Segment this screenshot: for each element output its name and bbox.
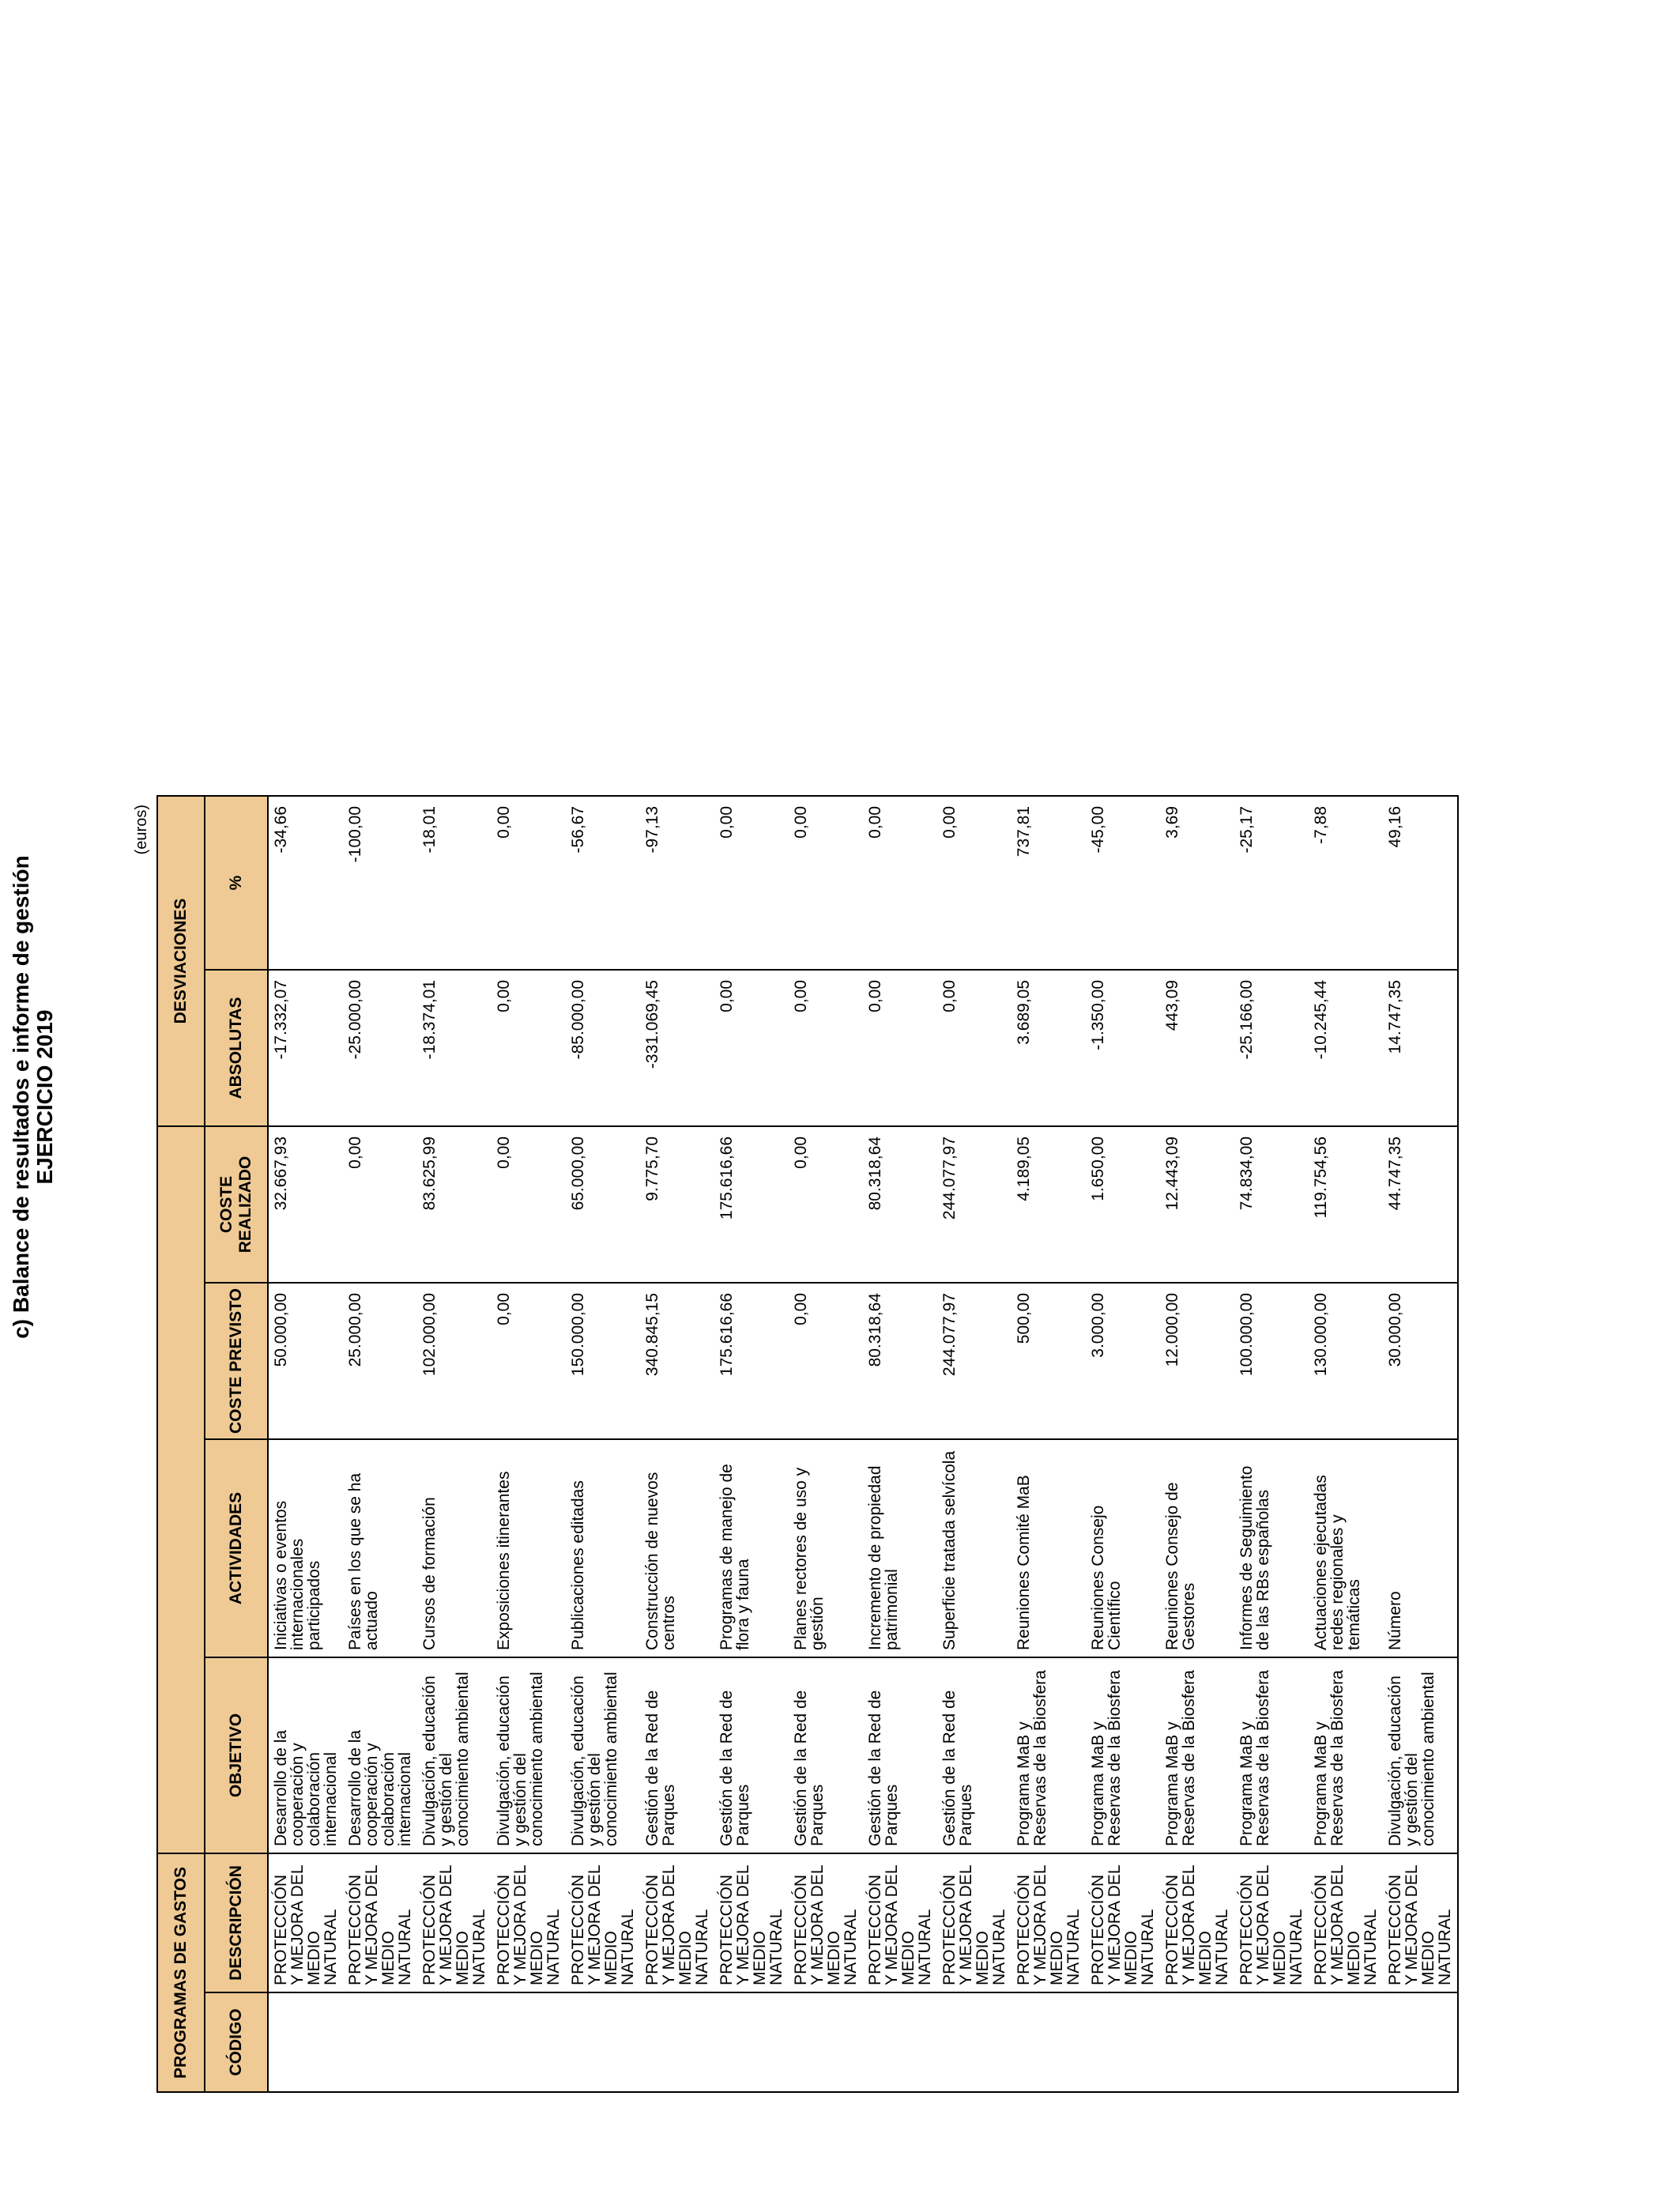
codigo-cell: [417, 1992, 492, 2092]
descripcion-cell: PROTECCIÓN Y MEJORA DEL MEDIO NATURAL: [1234, 1853, 1309, 1992]
coste-realizado-cell: 1.650,00: [1086, 1126, 1160, 1283]
objetivo-cell: Desarrollo de la cooperación y colaboración internacional: [343, 1657, 417, 1853]
codigo-cell: [1160, 1992, 1234, 2092]
actividad-cell: Reuniones Consejo de Gestores: [1160, 1439, 1234, 1657]
table-row: [1086, 796, 1160, 2092]
coste-previsto-cell: 175.616,66: [714, 1283, 789, 1439]
objetivo-cell: Programa MaB y Reservas de la Biosfera: [1160, 1657, 1234, 1853]
coste-realizado-cell: 0,00: [343, 1126, 417, 1283]
codigo-cell: [863, 1992, 937, 2092]
desviacion-porcentaje-cell: -25,17: [1234, 796, 1309, 970]
desviacion-porcentaje-cell: -18,01: [417, 796, 492, 970]
objetivo-cell: Gestión de la Red de Parques: [863, 1657, 937, 1853]
header-porcentaje: %: [205, 796, 268, 970]
table-row: [714, 796, 789, 2092]
desviacion-absoluta-cell: 0,00: [714, 970, 789, 1126]
desviacion-porcentaje-cell: 0,00: [937, 796, 1011, 970]
actividad-cell: Superficie tratada selvícola: [937, 1439, 1011, 1657]
objetivo-cell: Gestión de la Red de Parques: [789, 1657, 863, 1853]
actividad-cell: Construcción de nuevos centros: [640, 1439, 714, 1657]
descripcion-cell: PROTECCIÓN Y MEJORA DEL MEDIO NATURAL: [789, 1853, 863, 1992]
descripcion-cell: PROTECCIÓN Y MEJORA DEL MEDIO NATURAL: [1309, 1853, 1383, 1992]
actividad-cell: Número: [1383, 1439, 1458, 1657]
table-row: [1309, 796, 1383, 2092]
table-row: [789, 796, 863, 2092]
desviacion-porcentaje-cell: 0,00: [789, 796, 863, 970]
coste-realizado-cell: 65.000,00: [566, 1126, 640, 1283]
desviacion-absoluta-cell: 0,00: [492, 970, 566, 1126]
actividad-cell: Exposiciones itinerantes: [492, 1439, 566, 1657]
coste-realizado-cell: 9.775,70: [640, 1126, 714, 1283]
coste-previsto-cell: 500,00: [1011, 1283, 1086, 1439]
desviacion-absoluta-cell: 0,00: [937, 970, 1011, 1126]
coste-previsto-cell: 100.000,00: [1234, 1283, 1309, 1439]
coste-realizado-cell: 244.077,97: [937, 1126, 1011, 1283]
desviacion-absoluta-cell: -17.332,07: [268, 970, 343, 1126]
coste-previsto-cell: 25.000,00: [343, 1283, 417, 1439]
desviacion-absoluta-cell: -1.350,00: [1086, 970, 1160, 1126]
coste-previsto-cell: 80.318,64: [863, 1283, 937, 1439]
coste-previsto-cell: 150.000,00: [566, 1283, 640, 1439]
objetivo-cell: Divulgación, educación y gestión del conocimiento ambiental: [1383, 1657, 1458, 1853]
coste-realizado-cell: 32.667,93: [268, 1126, 343, 1283]
header-actividades: ACTIVIDADES: [205, 1439, 268, 1657]
descripcion-cell: PROTECCIÓN Y MEJORA DEL MEDIO NATURAL: [1383, 1853, 1458, 1992]
coste-realizado-cell: 4.189,05: [1011, 1126, 1086, 1283]
header-blank: [157, 1126, 205, 1853]
desviacion-porcentaje-cell: 49,16: [1383, 796, 1458, 970]
desviacion-absoluta-cell: -18.374,01: [417, 970, 492, 1126]
coste-realizado-cell: 74.834,00: [1234, 1126, 1309, 1283]
table-row: [492, 796, 566, 2092]
objetivo-cell: Gestión de la Red de Parques: [640, 1657, 714, 1853]
desviacion-porcentaje-cell: 0,00: [714, 796, 789, 970]
coste-realizado-cell: 119.754,56: [1309, 1126, 1383, 1283]
desviacion-absoluta-cell: -10.245,44: [1309, 970, 1383, 1126]
codigo-cell: [1383, 1992, 1458, 2092]
coste-realizado-cell: 175.616,66: [714, 1126, 789, 1283]
desviacion-porcentaje-cell: 3,69: [1160, 796, 1234, 970]
header-group-row: [157, 796, 205, 2092]
actividad-cell: Países en los que se ha actuado: [343, 1439, 417, 1657]
objetivo-cell: Gestión de la Red de Parques: [937, 1657, 1011, 1853]
actividad-cell: Programas de manejo de flora y fauna: [714, 1439, 789, 1657]
desviacion-porcentaje-cell: -100,00: [343, 796, 417, 970]
table-row: [1160, 796, 1234, 2092]
objetivo-cell: Programa MaB y Reservas de la Biosfera: [1234, 1657, 1309, 1853]
table-row: [863, 796, 937, 2092]
table-row: [343, 796, 417, 2092]
desviacion-absoluta-cell: 0,00: [789, 970, 863, 1126]
descripcion-cell: PROTECCIÓN Y MEJORA DEL MEDIO NATURAL: [640, 1853, 714, 1992]
header-column-row: [205, 796, 268, 2092]
coste-realizado-cell: 0,00: [492, 1126, 566, 1283]
coste-previsto-cell: 0,00: [492, 1283, 566, 1439]
codigo-cell: [714, 1992, 789, 2092]
coste-realizado-cell: 83.625,99: [417, 1126, 492, 1283]
table-row: [640, 796, 714, 2092]
desviacion-porcentaje-cell: -45,00: [1086, 796, 1160, 970]
table-row: [566, 796, 640, 2092]
desviacion-porcentaje-cell: 0,00: [492, 796, 566, 970]
objetivo-cell: Desarrollo de la cooperación y colaboración internacional: [268, 1657, 343, 1853]
codigo-cell: [789, 1992, 863, 2092]
table-body: [268, 796, 1458, 2092]
coste-previsto-cell: 12.000,00: [1160, 1283, 1234, 1439]
report-title: c) Balance de resultados e informe de gestión: [9, 855, 33, 1339]
actividad-cell: Iniciativas o eventos internacionales participados: [268, 1439, 343, 1657]
descripcion-cell: PROTECCIÓN Y MEJORA DEL MEDIO NATURAL: [1160, 1853, 1234, 1992]
desviacion-absoluta-cell: -85.000,00: [566, 970, 640, 1126]
descripcion-cell: PROTECCIÓN Y MEJORA DEL MEDIO NATURAL: [566, 1853, 640, 1992]
header-coste-realizado: COSTE REALIZADO: [205, 1126, 268, 1283]
codigo-cell: [640, 1992, 714, 2092]
codigo-cell: [1309, 1992, 1383, 2092]
coste-previsto-cell: 0,00: [789, 1283, 863, 1439]
desviacion-porcentaje-cell: -56,67: [566, 796, 640, 970]
desviacion-absoluta-cell: -331.069,45: [640, 970, 714, 1126]
header-descripcion: DESCRIPCIÓN: [205, 1853, 268, 1992]
coste-realizado-cell: 0,00: [789, 1126, 863, 1283]
objetivo-cell: Divulgación, educación y gestión del conocimiento ambiental: [566, 1657, 640, 1853]
coste-realizado-cell: 80.318,64: [863, 1126, 937, 1283]
header-programas: PROGRAMAS DE GASTOS: [157, 1853, 205, 2092]
header-codigo: CÓDIGO: [205, 1992, 268, 2092]
desviacion-porcentaje-cell: -7,88: [1309, 796, 1383, 970]
coste-previsto-cell: 244.077,97: [937, 1283, 1011, 1439]
descripcion-cell: PROTECCIÓN Y MEJORA DEL MEDIO NATURAL: [492, 1853, 566, 1992]
descripcion-cell: PROTECCIÓN Y MEJORA DEL MEDIO NATURAL: [343, 1853, 417, 1992]
actividad-cell: Incremento de propiedad patrimonial: [863, 1439, 937, 1657]
report-subtitle: EJERCICIO 2019: [32, 1009, 57, 1185]
descripcion-cell: PROTECCIÓN Y MEJORA DEL MEDIO NATURAL: [863, 1853, 937, 1992]
objetivo-cell: Programa MaB y Reservas de la Biosfera: [1309, 1657, 1383, 1853]
coste-previsto-cell: 340.845,15: [640, 1283, 714, 1439]
descripcion-cell: PROTECCIÓN Y MEJORA DEL MEDIO NATURAL: [1011, 1853, 1086, 1992]
desviacion-porcentaje-cell: -97,13: [640, 796, 714, 970]
header-objetivo: OBJETIVO: [205, 1657, 268, 1853]
table-row: [268, 796, 343, 2092]
desviacion-porcentaje-cell: -34,66: [268, 796, 343, 970]
results-table: [156, 795, 1459, 2093]
objetivo-cell: Divulgación, educación y gestión del conocimiento ambiental: [492, 1657, 566, 1853]
currency-unit: (euros): [133, 805, 150, 855]
objetivo-cell: Divulgación, educación y gestión del conocimiento ambiental: [417, 1657, 492, 1853]
actividad-cell: Publicaciones editadas: [566, 1439, 640, 1657]
codigo-cell: [937, 1992, 1011, 2092]
codigo-cell: [1086, 1992, 1160, 2092]
codigo-cell: [566, 1992, 640, 2092]
desviacion-absoluta-cell: 443,09: [1160, 970, 1234, 1126]
desviacion-absoluta-cell: -25.000,00: [343, 970, 417, 1126]
desviacion-absoluta-cell: 0,00: [863, 970, 937, 1126]
header-desviaciones: DESVIACIONES: [157, 796, 205, 1126]
descripcion-cell: PROTECCIÓN Y MEJORA DEL MEDIO NATURAL: [268, 1853, 343, 1992]
coste-realizado-cell: 12.443,09: [1160, 1126, 1234, 1283]
descripcion-cell: PROTECCIÓN Y MEJORA DEL MEDIO NATURAL: [1086, 1853, 1160, 1992]
header-absolutas: ABSOLUTAS: [205, 970, 268, 1126]
coste-previsto-cell: 102.000,00: [417, 1283, 492, 1439]
coste-previsto-cell: 50.000,00: [268, 1283, 343, 1439]
table-row: [937, 796, 1011, 2092]
descripcion-cell: PROTECCIÓN Y MEJORA DEL MEDIO NATURAL: [417, 1853, 492, 1992]
table-row: [1011, 796, 1086, 2092]
codigo-cell: [268, 1992, 343, 2092]
actividad-cell: Actuaciones ejecutadas redes regionales y temáticas: [1309, 1439, 1383, 1657]
coste-previsto-cell: 30.000,00: [1383, 1283, 1458, 1439]
header-coste-previsto: COSTE PREVISTO: [205, 1283, 268, 1439]
coste-previsto-cell: 130.000,00: [1309, 1283, 1383, 1439]
descripcion-cell: PROTECCIÓN Y MEJORA DEL MEDIO NATURAL: [714, 1853, 789, 1992]
actividad-cell: Informes de Seguimiento de las RBs españolas: [1234, 1439, 1309, 1657]
desviacion-absoluta-cell: 3.689,05: [1011, 970, 1086, 1126]
table-row: [1383, 796, 1458, 2092]
table-row: [1234, 796, 1309, 2092]
actividad-cell: Cursos de formación: [417, 1439, 492, 1657]
actividad-cell: Reuniones Consejo Científico: [1086, 1439, 1160, 1657]
codigo-cell: [1011, 1992, 1086, 2092]
desviacion-absoluta-cell: -25.166,00: [1234, 970, 1309, 1126]
table-row: [417, 796, 492, 2092]
coste-realizado-cell: 44.747,35: [1383, 1126, 1458, 1283]
desviacion-porcentaje-cell: 737,81: [1011, 796, 1086, 970]
codigo-cell: [343, 1992, 417, 2092]
codigo-cell: [1234, 1992, 1309, 2092]
descripcion-cell: PROTECCIÓN Y MEJORA DEL MEDIO NATURAL: [937, 1853, 1011, 1992]
desviacion-absoluta-cell: 14.747,35: [1383, 970, 1458, 1126]
actividad-cell: Reuniones Comité MaB: [1011, 1439, 1086, 1657]
codigo-cell: [492, 1992, 566, 2092]
desviacion-porcentaje-cell: 0,00: [863, 796, 937, 970]
objetivo-cell: Gestión de la Red de Parques: [714, 1657, 789, 1853]
objetivo-cell: Programa MaB y Reservas de la Biosfera: [1086, 1657, 1160, 1853]
coste-previsto-cell: 3.000,00: [1086, 1283, 1160, 1439]
objetivo-cell: Programa MaB y Reservas de la Biosfera: [1011, 1657, 1086, 1853]
actividad-cell: Planes rectores de uso y gestión: [789, 1439, 863, 1657]
